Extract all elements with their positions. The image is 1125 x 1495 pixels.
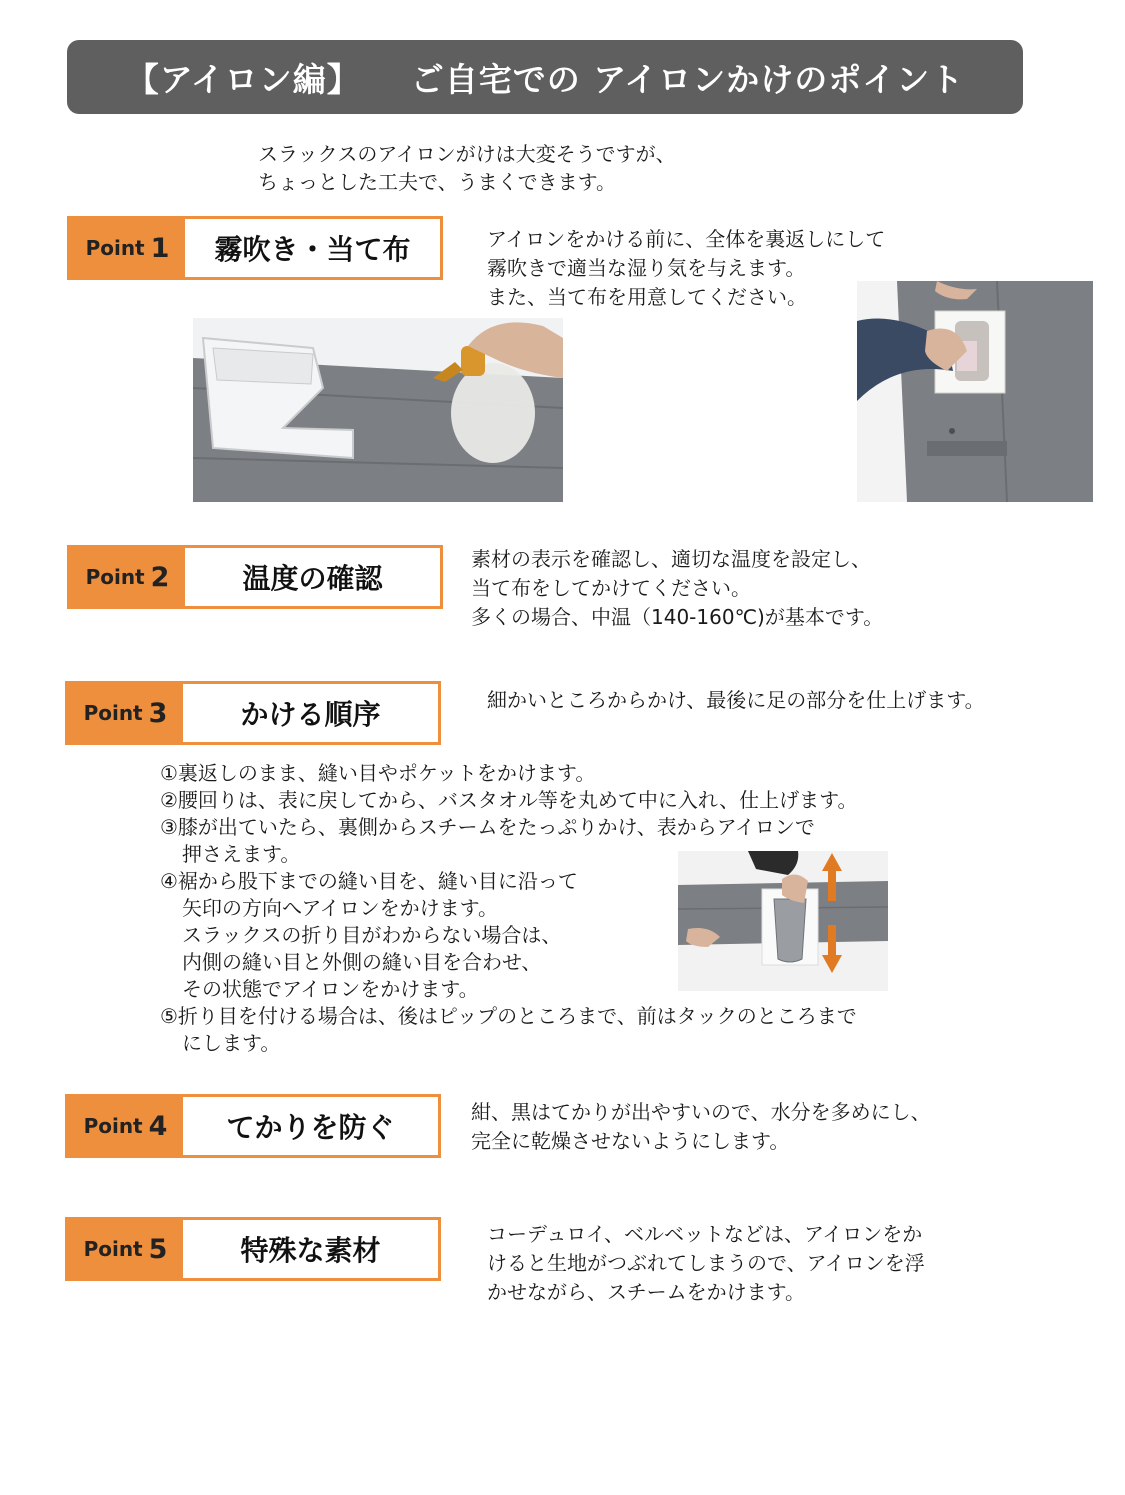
point-3-label — [65, 681, 441, 745]
point-5-word: Point — [83, 1237, 143, 1261]
point-4-desc-line-2: 完全に乾燥させないようにします。 — [471, 1129, 790, 1153]
point-1-desc-line-1: アイロンをかける前に、全体を裏返しにして — [487, 227, 886, 251]
point-2-desc-line-3: 多くの場合、中温（140-160℃)が基本です。 — [471, 605, 884, 629]
intro-line-2: ちょっとした工夫で、うまくできます。 — [258, 170, 616, 194]
point-2-word: Point — [85, 565, 145, 589]
point-3-number: 3 — [148, 697, 168, 729]
step-3-cont: 押さえます。 — [182, 842, 301, 866]
spray-photo — [193, 318, 563, 502]
point-5-number: 5 — [148, 1233, 168, 1265]
point-1-number: 1 — [150, 232, 170, 264]
header-banner — [67, 40, 1023, 114]
point-5-desc-line-2: けると生地がつぶれてしまうので、アイロンを浮 — [487, 1251, 925, 1275]
point-1-desc-line-2: 霧吹きで適当な湿り気を与えます。 — [487, 256, 806, 280]
point-5-description — [487, 1220, 925, 1307]
point-4-description — [471, 1098, 931, 1156]
step-5-cont: にします。 — [182, 1031, 281, 1055]
point-5-desc-line-3: かせながら、スチームをかけます。 — [487, 1280, 805, 1304]
point-4-tag — [68, 1097, 183, 1155]
point-4-desc-line-1: 紺、黒はてかりが出やすいので、水分を多めにし、 — [471, 1100, 931, 1124]
point-3-desc-line-1: 細かいところからかけ、最後に足の部分を仕上げます。 — [487, 688, 985, 712]
point-2-title: 温度の確認 — [242, 562, 383, 595]
spray-photo-illustration — [193, 318, 563, 502]
point-5-tag — [68, 1220, 183, 1278]
press-cloth-illustration — [857, 281, 1093, 502]
point-2-tag — [70, 548, 185, 606]
point-2-description — [471, 545, 883, 632]
point-2-label — [67, 545, 443, 609]
point-1-title: 霧吹き・当て布 — [214, 233, 411, 266]
point-3-tag — [68, 684, 183, 742]
point-1-description — [487, 225, 885, 312]
point-4-title: てかりを防ぐ — [226, 1111, 395, 1144]
step-5: ⑤折り目を付ける場合は、後はピップのところまで、前はタックのところまで — [160, 1004, 857, 1028]
point-3-description — [487, 686, 985, 715]
point-3-word: Point — [83, 701, 143, 725]
press-cloth-photo — [857, 281, 1093, 502]
point-5-label — [65, 1217, 441, 1281]
intro-text — [258, 140, 676, 196]
intro-line-1: スラックスのアイロンがけは大変そうですが、 — [258, 142, 676, 166]
point-5-desc-line-1: コーデュロイ、ベルベットなどは、アイロンをか — [487, 1222, 923, 1246]
point-1-tag — [70, 219, 185, 277]
step-4-cont-2: スラックスの折り目がわからない場合は、 — [182, 923, 562, 947]
point-4-number: 4 — [148, 1110, 168, 1142]
header-title-part1: 【アイロン編】 — [125, 59, 361, 99]
point-5-title: 特殊な素材 — [240, 1234, 381, 1267]
point-4-word: Point — [83, 1114, 143, 1138]
step-1: ①裏返しのまま、縫い目やポケットをかけます。 — [160, 761, 596, 785]
step-3: ③膝が出ていたら、裏側からスチームをたっぷりかけ、表からアイロンで — [160, 815, 815, 839]
header-title-part2: ご自宅での アイロンかけのポイント — [410, 59, 965, 99]
point-3-title: かける順序 — [240, 698, 381, 731]
point-1-label — [67, 216, 443, 280]
step-4-cont-4: その状態でアイロンをかけます。 — [182, 977, 479, 1001]
iron-arrow-photo — [678, 851, 888, 991]
point-1-desc-line-3: また、当て布を用意してください。 — [487, 285, 807, 309]
step-4: ④裾から股下までの縫い目を、縫い目に沿って — [160, 869, 578, 893]
point-2-desc-line-1: 素材の表示を確認し、適切な温度を設定し、 — [471, 547, 871, 571]
point-1-word: Point — [85, 236, 145, 260]
step-4-cont-3: 内側の縫い目と外側の縫い目を合わせ、 — [182, 950, 542, 974]
step-4-cont-1: 矢印の方向へアイロンをかけます。 — [182, 896, 498, 920]
step-2: ②腰回りは、表に戻してから、バスタオル等を丸めて中に入れ、仕上げます。 — [160, 788, 858, 812]
iron-arrow-illustration — [678, 851, 888, 991]
point-4-label — [65, 1094, 441, 1158]
point-2-number: 2 — [150, 561, 170, 593]
point-2-desc-line-2: 当て布をしてかけてください。 — [471, 576, 751, 600]
